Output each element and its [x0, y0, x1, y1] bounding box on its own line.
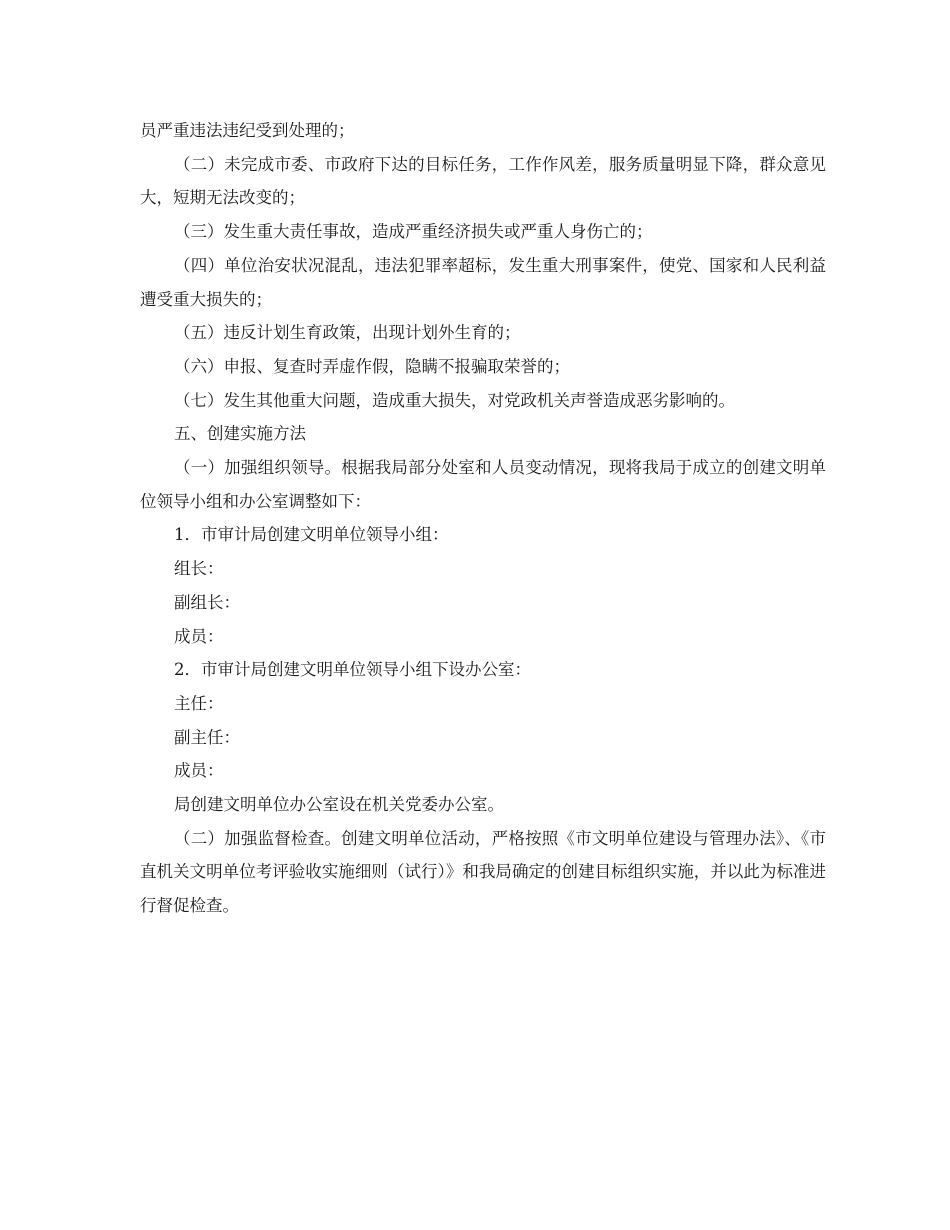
paragraph-office-location: 局创建文明单位办公室设在机关党委办公室。: [174, 795, 504, 815]
section-heading-5: 五、创建实施方法: [174, 424, 306, 444]
list-item-leading-group: 1．市审计局创建文明单位领导小组：: [174, 525, 449, 545]
list-item-office: 2．市审计局创建文明单位领导小组下设办公室：: [174, 660, 531, 680]
document-body: [140, 114, 826, 923]
paragraph-item-4: （四）单位治安状况混乱，违法犯罪率超标，发生重大刑事案件，使党、国家和人民利益遭受重大损失的；: [140, 255, 826, 309]
field-director: 主任：: [174, 693, 224, 713]
paragraph-item-5: （五）违反计划生育政策，出现计划外生育的；: [174, 323, 521, 343]
paragraph-supervision: （二）加强监督检查。创建文明单位活动，严格按照《市文明单位建设与管理办法》、《市直机关文明单位考评验收实施细则（试行）》和我局确定的创建目标组织实施，并以此为标准进行督促检查。: [140, 828, 826, 916]
paragraph-item-6: （六）申报、复查时弄虚作假，隐瞒不报骗取荣誉的；: [174, 356, 570, 376]
field-deputy-director: 副主任：: [174, 727, 240, 747]
field-group-leader: 组长：: [174, 559, 224, 579]
paragraph-item-7: （七）发生其他重大问题，造成重大损失，对党政机关声誉造成恶劣影响的。: [174, 390, 735, 410]
paragraph-item-2: （二）未完成市委、市政府下达的目标任务，工作作风差，服务质量明显下降，群众意见大，短期无法改变的；: [140, 154, 826, 208]
paragraph-continuation: 员严重违法违纪受到处理的；: [140, 121, 355, 140]
paragraph-organization: （一）加强组织领导。根据我局部分处室和人员变动情况，现将我局于成立的创建文明单位领导小组和办公室调整如下：: [140, 458, 826, 511]
field-office-members: 成员：: [174, 761, 224, 781]
field-group-members: 成员：: [174, 626, 224, 646]
paragraph-item-3: （三）发生重大责任事故，造成严重经济损失或严重人身伤亡的；: [174, 222, 653, 242]
field-deputy-group-leader: 副组长：: [174, 592, 240, 612]
